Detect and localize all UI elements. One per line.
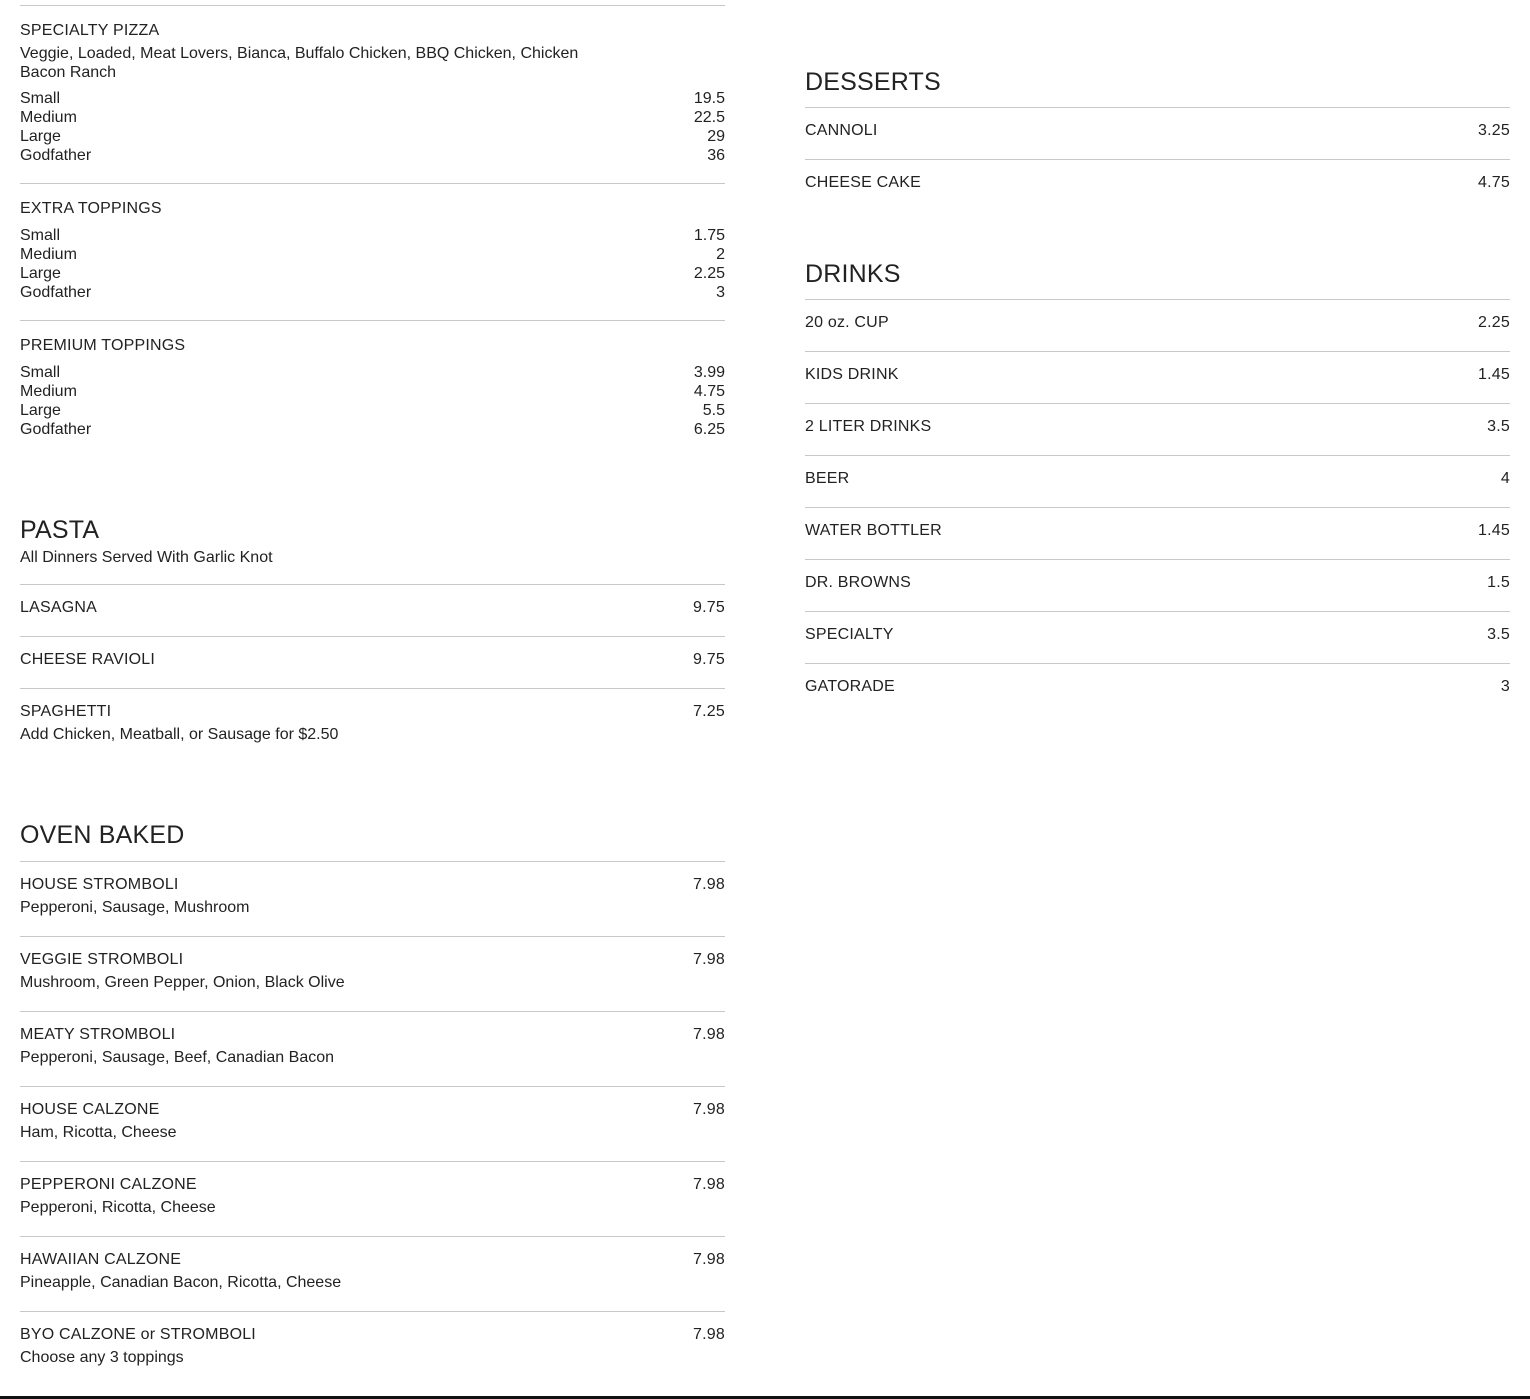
item-name: 2 LITER DRINKS: [805, 418, 932, 435]
section-title: DRINKS: [805, 260, 901, 288]
size-row: [20, 146, 725, 165]
item-name: GATORADE: [805, 678, 895, 695]
item-name: BEER: [805, 470, 850, 487]
oven-baked-section: [20, 820, 725, 1368]
item-price: 7.98: [693, 1101, 725, 1118]
drinks-section: [805, 259, 1510, 697]
section-title: OVEN BAKED: [20, 821, 185, 849]
menu-item: [20, 585, 725, 636]
size-row: [20, 108, 725, 127]
size-price: 36: [707, 147, 725, 164]
size-row: [20, 401, 725, 420]
size-row: [20, 420, 725, 439]
item-price: 1.5: [1487, 574, 1510, 591]
item-name: CHEESE RAVIOLI: [20, 651, 155, 668]
size-row: [20, 89, 725, 108]
item-name: DR. BROWNS: [805, 574, 911, 591]
menu-item: [20, 1012, 725, 1086]
item-price: 3.5: [1487, 626, 1510, 643]
item-description: Pepperoni, Sausage, Beef, Canadian Bacon: [20, 1049, 335, 1066]
size-list: [20, 226, 725, 302]
left-column: [20, 0, 725, 1368]
menu-item: [20, 862, 725, 936]
section-title: DESSERTS: [805, 68, 941, 96]
item-price: 2.25: [1478, 314, 1510, 331]
menu-item: [805, 456, 1510, 507]
item-price: 9.75: [693, 599, 725, 616]
size-price: 4.75: [693, 383, 725, 400]
size-price: 3.99: [693, 364, 725, 381]
item-price: 1.45: [1478, 522, 1510, 539]
size-row: [20, 245, 725, 264]
right-column: [805, 0, 1510, 697]
item-price: 7.98: [693, 1026, 725, 1043]
size-price: 3: [716, 284, 725, 301]
menu-item: [805, 560, 1510, 611]
size-price: 22.5: [693, 109, 725, 126]
item-description: Pepperoni, Sausage, Mushroom: [20, 899, 250, 916]
size-price: 29: [707, 128, 725, 145]
item-description: Mushroom, Green Pepper, Onion, Black Olive: [20, 974, 345, 991]
size-price: 1.75: [693, 227, 725, 244]
menu-item: [805, 508, 1510, 559]
menu-item: [20, 1162, 725, 1236]
item-name: SPECIALTY: [805, 626, 894, 643]
item-price: 7.98: [693, 1251, 725, 1268]
size-list: [20, 363, 725, 439]
pizza-group-title: PREMIUM TOPPINGS: [20, 337, 186, 354]
menu-item: [805, 108, 1510, 159]
menu-item: [805, 404, 1510, 455]
pizza-group-extra-toppings: [20, 184, 725, 302]
size-price: 2: [716, 246, 725, 263]
size-label: Large: [20, 402, 61, 419]
menu-item: [20, 1087, 725, 1161]
menu-item: [20, 1312, 725, 1368]
pizza-group-title: EXTRA TOPPINGS: [20, 200, 162, 217]
item-description: Ham, Ricotta, Cheese: [20, 1124, 177, 1141]
size-row: [20, 382, 725, 401]
item-name: VEGGIE STROMBOLI: [20, 951, 184, 968]
item-name: 20 oz. CUP: [805, 314, 889, 331]
size-row: [20, 363, 725, 382]
size-label: Medium: [20, 383, 77, 400]
item-price: 9.75: [693, 651, 725, 668]
pizza-group-description: Veggie, Loaded, Meat Lovers, Bianca, Buffalo Chicken, BBQ Chicken, Chicken Bacon Ranch: [20, 45, 579, 81]
item-price: 3.5: [1487, 418, 1510, 435]
section-subtitle: All Dinners Served With Garlic Knot: [20, 549, 273, 566]
size-label: Small: [20, 227, 61, 244]
size-row: [20, 283, 725, 302]
item-name: MEATY STROMBOLI: [20, 1026, 176, 1043]
item-description: Add Chicken, Meatball, or Sausage for $2.50: [20, 726, 339, 743]
section-title: PASTA: [20, 516, 100, 544]
size-price: 19.5: [693, 90, 725, 107]
menu-item: [805, 612, 1510, 663]
size-price: 6.25: [693, 421, 725, 438]
item-name: CANNOLI: [805, 122, 878, 139]
item-name: LASAGNA: [20, 599, 97, 616]
pasta-section: [20, 515, 725, 745]
size-label: Medium: [20, 246, 77, 263]
size-price: 5.5: [702, 402, 725, 419]
item-name: HAWAIIAN CALZONE: [20, 1251, 182, 1268]
item-name: WATER BOTTLER: [805, 522, 942, 539]
size-label: Large: [20, 128, 61, 145]
menu-item: [20, 937, 725, 1011]
menu-item: [805, 300, 1510, 351]
size-row: [20, 127, 725, 146]
item-price: 7.98: [693, 1326, 725, 1343]
size-row: [20, 264, 725, 283]
size-list: [20, 89, 725, 165]
menu-item: [20, 689, 725, 745]
item-name: PEPPERONI CALZONE: [20, 1176, 197, 1193]
size-label: Medium: [20, 109, 77, 126]
size-label: Large: [20, 265, 61, 282]
size-label: Godfather: [20, 147, 92, 164]
menu-item: [20, 1237, 725, 1311]
item-description: Pepperoni, Ricotta, Cheese: [20, 1199, 216, 1216]
item-description: Choose any 3 toppings: [20, 1349, 184, 1366]
item-price: 7.98: [693, 1176, 725, 1193]
size-label: Godfather: [20, 284, 92, 301]
item-price: 3: [1500, 678, 1510, 695]
menu-item: [20, 637, 725, 688]
item-name: KIDS DRINK: [805, 366, 899, 383]
item-name: HOUSE STROMBOLI: [20, 876, 179, 893]
item-price: 7.98: [693, 876, 725, 893]
item-name: HOUSE CALZONE: [20, 1101, 160, 1118]
menu-item: [805, 352, 1510, 403]
item-description: Pineapple, Canadian Bacon, Ricotta, Cheese: [20, 1274, 342, 1291]
item-name: BYO CALZONE or STROMBOLI: [20, 1326, 256, 1343]
size-label: Small: [20, 90, 61, 107]
pizza-group-title: SPECIALTY PIZZA: [20, 22, 160, 39]
desserts-section: [805, 67, 1510, 193]
item-price: 7.98: [693, 951, 725, 968]
pizza-group-specialty: [20, 6, 725, 165]
item-price: 7.25: [693, 703, 725, 720]
size-price: 2.25: [693, 265, 725, 282]
item-price: 4: [1500, 470, 1510, 487]
item-price: 1.45: [1478, 366, 1510, 383]
size-label: Small: [20, 364, 61, 381]
item-name: CHEESE CAKE: [805, 174, 922, 191]
item-name: SPAGHETTI: [20, 703, 112, 720]
menu-item: [805, 664, 1510, 697]
size-label: Godfather: [20, 421, 92, 438]
item-price: 3.25: [1478, 122, 1510, 139]
pizza-group-premium-toppings: [20, 321, 725, 439]
menu-item: [805, 160, 1510, 193]
size-row: [20, 226, 725, 245]
item-price: 4.75: [1478, 174, 1510, 191]
